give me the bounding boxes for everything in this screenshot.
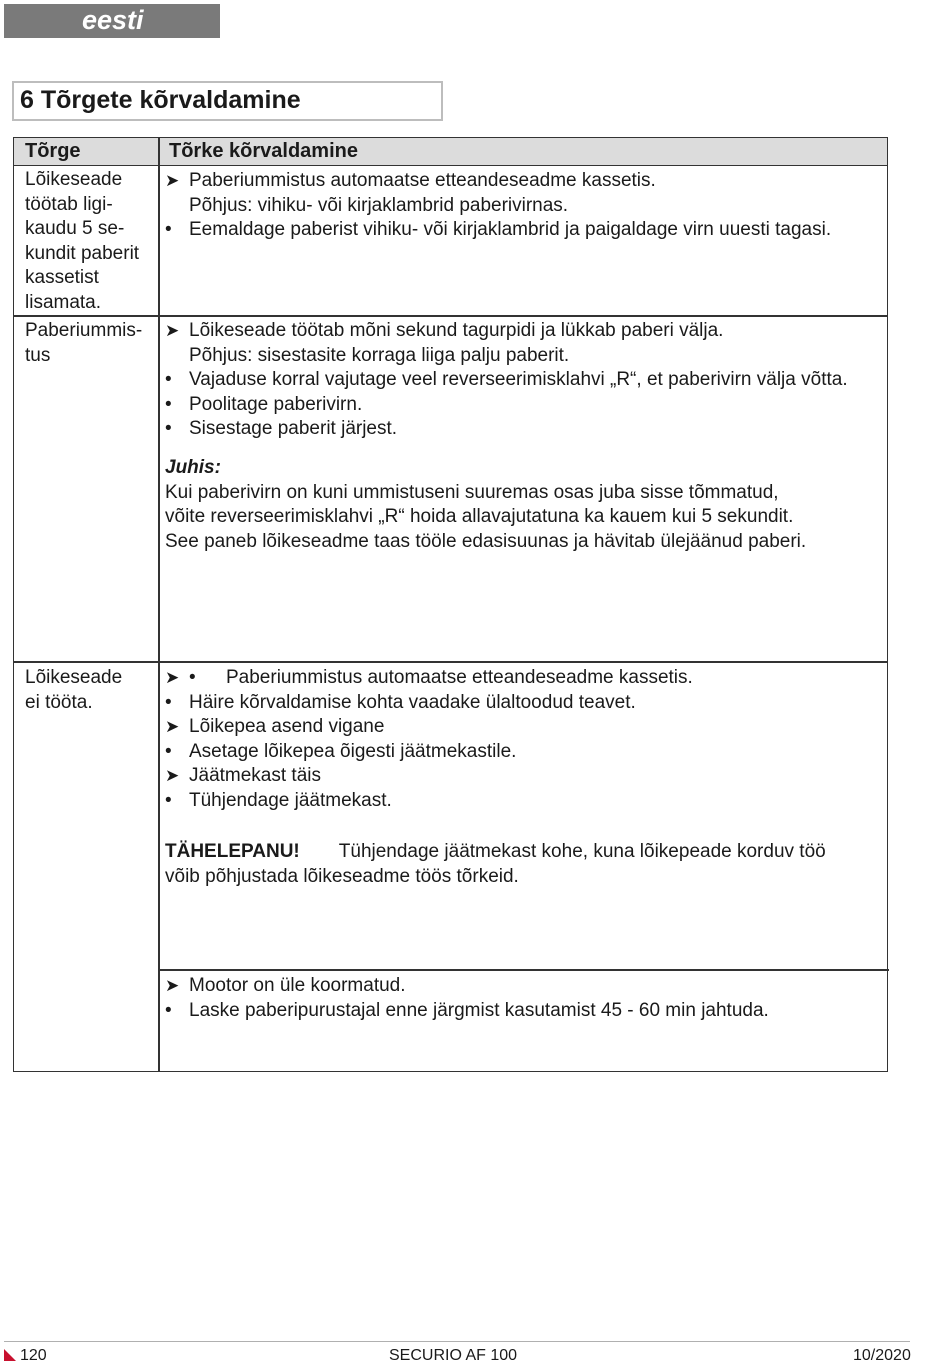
arrow-icon: ➤ [165,717,180,736]
list-item: Põhjus: sisestasite korraga liiga palju paberit. [189,344,570,366]
list-item: ➤ Mootor on üle koormatud. [165,974,769,999]
list-item: • Vajaduse korral vajutage veel reverseerimisklahvi „R“, et paberivirn välja võtta. [165,368,848,393]
column-divider [158,138,160,1071]
fault-cell-2: Paberiummis- tus [25,320,143,366]
fault-cell-1: Lõikeseade töötab ligi- kaudu 5 se- kundit paberit kassetist lisamata. [25,169,140,313]
product-name: SECURIO AF 100 [389,1347,518,1364]
row-divider [158,969,889,971]
bullet-icon: • [165,369,172,390]
document-date: 10/2020 [853,1347,911,1364]
bullet-icon: • [189,667,196,688]
page-corner-icon [4,1349,16,1361]
table-header-row [14,138,887,166]
language-tab: eesti [4,4,220,38]
warning-label: TÄHELEPANU! [165,841,300,862]
list-item: • Häire kõrvaldamise kohta vaadake ülaltoodud teavet. [165,691,693,716]
troubleshooting-table [13,137,888,1072]
header-remedy: Tõrke kõrvaldamine [169,140,358,162]
arrow-icon: ➤ [165,321,180,340]
remedy-cell-4 [165,974,769,1023]
bullet-icon: • [165,418,172,439]
arrow-icon: ➤ [165,976,180,995]
arrow-icon: ➤ [165,668,180,687]
bullet-icon: • [165,219,172,240]
bullet-icon: • [165,999,172,1021]
section-title: 6 Tõrgete kõrvaldamine [12,81,443,121]
row-divider [14,661,887,663]
list-item: • Asetage lõikepea õigesti jäätmekastile. [165,740,693,765]
list-item: • Poolitage paberivirn. [165,393,848,418]
arrow-icon: ➤ [165,766,180,785]
list-item: • Laske paberipurustajal enne järgmist kasutamist 45 - 60 min jahtuda. [165,999,769,1024]
footer-rule [4,1341,910,1342]
list-item: Põhjus: vihiku- või kirjaklambrid paberivirnas. [189,194,569,216]
list-item: • Eemaldage paberist vihiku- või kirjaklambrid ja paigaldage virn uuesti tagasi. [165,218,831,243]
row-divider [14,315,887,317]
list-item: • Sisestage paberit järjest. [165,417,848,442]
header-fault: Tõrge [25,140,81,162]
list-item: ➤ • Paberiummistus automaatse etteandeseadme kassetis. [165,666,693,691]
warning-text-cont: võib põhjustada lõikeseadme töös tõrkeid. [165,865,519,887]
arrow-icon: ➤ [165,171,180,190]
bullet-icon: • [165,691,172,713]
list-item: • Tühjendage jäätmekast. [165,789,693,814]
list-item: ➤ Lõikepea asend vigane [165,715,693,740]
note-title: Juhis: [165,457,221,478]
warning-text: Tühjendage jäätmekast kohe, kuna lõikepeade korduv töö [338,841,826,862]
bullet-icon: • [165,789,172,811]
note-block: Juhis: Kui paberivirn on kuni ummistuseni suuremas osas juba sisse tõmmatud, võite reverseerimisklahvi „R“ hoida allavajutatuna ka kauem kui 5 sekundit. See paneb lõikeseadme taas tööle edasisuunas ja hävitab ülejäänud paberi. [165,457,807,552]
fault-cell-3: Lõikeseade ei tööta. [25,667,123,713]
remedy-cell-1 [165,169,831,243]
remedy-cell-3 [165,666,693,813]
list-item: ➤ Lõikeseade töötab mõni sekund tagurpidi ja lükkab paberi välja. [165,319,848,344]
page-number: 120 [20,1347,47,1364]
bullet-icon: • [165,393,172,415]
warning-block [165,840,826,889]
list-item: ➤ Jäätmekast täis [165,764,693,789]
remedy-cell-2 [165,319,848,442]
bullet-icon: • [165,740,172,762]
list-item: ➤ Paberiummistus automaatse etteandeseadme kassetis. [165,169,831,194]
